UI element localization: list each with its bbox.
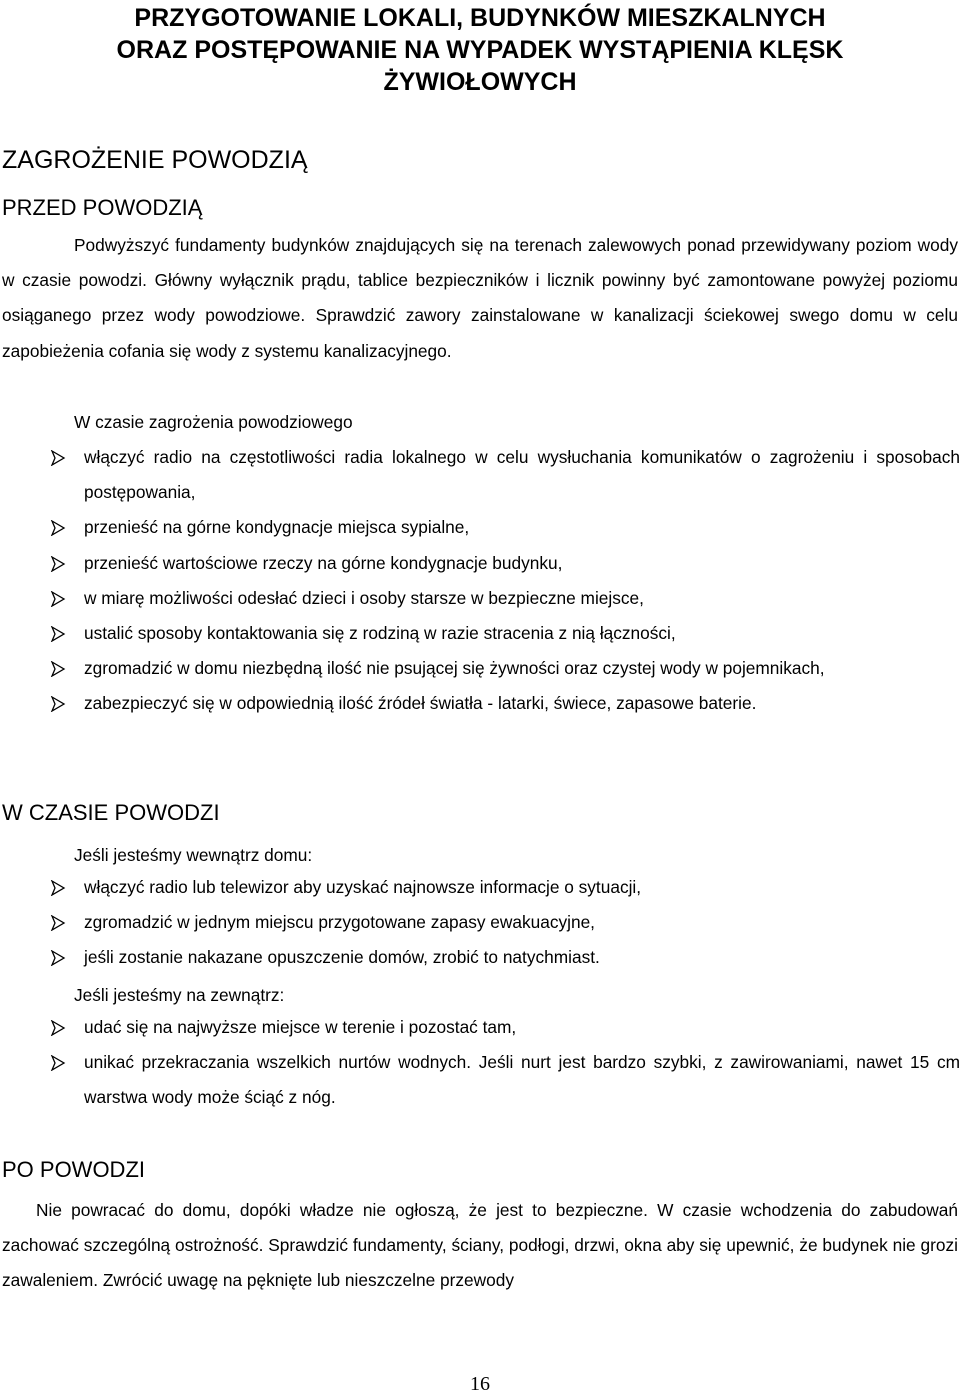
list-item xyxy=(0,905,960,940)
title-line: ORAZ POSTĘPOWANIE NA WYPADEK WYSTĄPIENIA KLĘSK xyxy=(116,36,844,64)
document-title xyxy=(0,2,960,98)
threat-label: W czasie zagrożenia powodziowego xyxy=(74,412,353,432)
list-item-text: zabezpieczyć się w odpowiednią ilość źródeł światła - latarki, świece, zapasowe baterie. xyxy=(84,693,757,714)
arrow-bullet-icon xyxy=(50,450,66,466)
arrow-bullet-icon xyxy=(50,1020,66,1036)
list-inside-home xyxy=(0,870,960,976)
list-item-text: włączyć radio na częstotliwości radia lokalnego w celu wysłuchania komunikatów o zagrożeniu i sposobach postępowania, xyxy=(84,447,960,503)
list-item-text: przenieść na górne kondygnacje miejsca sypialne, xyxy=(84,517,470,538)
list-item xyxy=(0,1010,960,1045)
list-outside xyxy=(0,1010,960,1116)
inside-label: Jeśli jesteśmy wewnątrz domu: xyxy=(74,845,313,865)
arrow-bullet-icon xyxy=(50,591,66,607)
arrow-bullet-icon xyxy=(50,880,66,896)
list-item xyxy=(0,616,960,651)
list-item xyxy=(0,870,960,905)
list-item xyxy=(0,651,960,686)
arrow-bullet-icon xyxy=(50,626,66,642)
outside-label: Jeśli jesteśmy na zewnątrz: xyxy=(74,985,285,1005)
list-item xyxy=(0,510,960,545)
list-item-text: zgromadzić w domu niezbędną ilość nie psującej się żywności oraz czystej wody w pojemnikach, xyxy=(84,658,825,679)
arrow-bullet-icon xyxy=(50,661,66,677)
list-item-text: przenieść wartościowe rzeczy na górne kondygnacje budynku, xyxy=(84,552,563,573)
title-line: ŻYWIOŁOWYCH xyxy=(383,68,577,96)
list-item-text: udać się na najwyższe miejsce w terenie i pozostać tam, xyxy=(84,1017,517,1037)
list-item xyxy=(0,546,960,581)
title-line: PRZYGOTOWANIE LOKALI, BUDYNKÓW MIESZKALNYCH xyxy=(134,4,826,32)
page-number: 16 xyxy=(470,1373,490,1395)
arrow-bullet-icon xyxy=(50,696,66,712)
list-before-flood xyxy=(0,440,960,722)
list-item xyxy=(0,581,960,616)
paragraph-after-flood: Nie powracać do domu, dopóki władze nie ogłoszą, że jest to bezpieczne. W czasie wchodzenia do zabudowań zachować szczególną ostrożność. Sprawdzić fundamenty, ściany, podłogi, drzwi, okna aby się upewnić, że budynek nie grozi zawaleniem. Zwrócić uwagę na pęknięte lub nieszczelne przewody xyxy=(2,1200,958,1291)
subsection-heading-after: PO POWODZI xyxy=(2,1157,145,1182)
paragraph-before-flood: Podwyższyć fundamenty budynków znajdujących się na terenach zalewowych ponad przewidywany poziom wody w czasie powodzi. Główny wyłącznik prądu, tablice bezpieczników i licznik powinny być zamontowane powyżej poziomu osiąganego przez wody powodziowe. Sprawdzić zawory zainstalowane w kanalizacji ściekowej swego domu w celu zapobieżenia cofania się wody z systemu kanalizacyjnego. xyxy=(2,235,958,361)
list-item-text: zgromadzić w jednym miejscu przygotowane zapasy ewakuacyjne, xyxy=(84,912,595,933)
list-item xyxy=(0,440,960,510)
arrow-bullet-icon xyxy=(50,915,66,931)
list-item xyxy=(0,1045,960,1115)
list-item-text: unikać przekraczania wszelkich nurtów wodnych. Jeśli nurt jest bardzo szybki, z zawirowaniami, nawet 15 cm warstwa wody może ściąć z nóg. xyxy=(84,1052,960,1108)
arrow-bullet-icon xyxy=(50,520,66,536)
section-heading-flood: ZAGROŻENIE POWODZIĄ xyxy=(2,146,308,174)
list-item-text: w miarę możliwości odesłać dzieci i osoby starsze w bezpieczne miejsce, xyxy=(84,587,644,608)
arrow-bullet-icon xyxy=(50,950,66,966)
list-item-text: ustalić sposoby kontaktowania się z rodziną w razie stracenia z nią łączności, xyxy=(84,623,676,644)
list-item xyxy=(0,686,960,721)
list-item-text: włączyć radio lub telewizor aby uzyskać najnowsze informacje o sytuacji, xyxy=(84,877,642,897)
list-item xyxy=(0,940,960,975)
list-item-text: jeśli zostanie nakazane opuszczenie domów, zrobić to natychmiast. xyxy=(84,947,600,968)
arrow-bullet-icon xyxy=(50,1055,66,1071)
subsection-heading-during: W CZASIE POWODZI xyxy=(2,800,220,825)
arrow-bullet-icon xyxy=(50,556,66,572)
subsection-heading-before: PRZED POWODZIĄ xyxy=(2,195,203,220)
